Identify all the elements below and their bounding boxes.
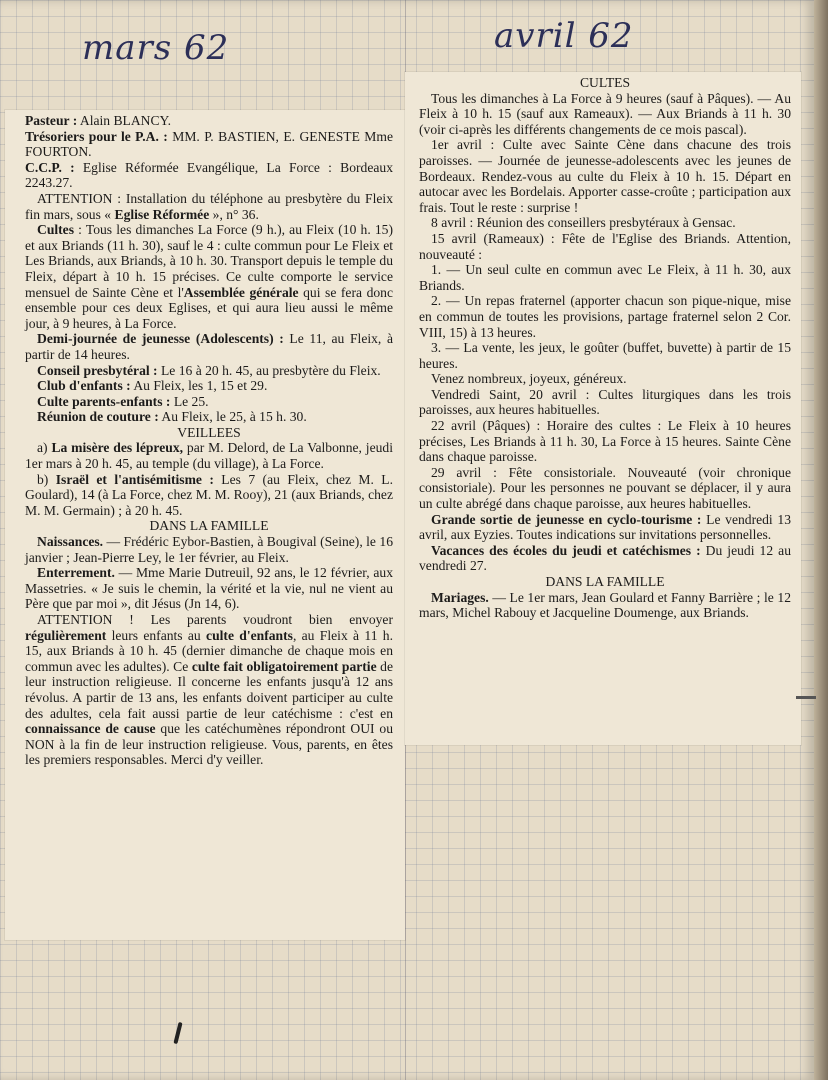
cultes-heading: CULTES	[579, 75, 631, 90]
newspaper-clipping-march	[5, 110, 405, 940]
naissances-line: Naissances. — Frédéric Eybor-Bastien, à Bougival (Seine), le 16 janvier ; Jean-Pierre Ley, le 1er février, au Fleix.	[25, 534, 393, 565]
avril-15: 15 avril (Rameaux) : Fête de l'Eglise des Briands. Attention, nouveauté :	[419, 230, 791, 262]
tresoriers-line: Trésoriers pour le P.A. : MM. P. BASTIEN, E. GENESTE Mme FOURTON.	[25, 128, 394, 160]
avril-22: 22 avril (Pâques) : Horaire des cultes : Le Fleix à 10 heures précises, Les Briands à 11 h. 30, La Force à 15 heures. Sainte Cène dans chaque paroisse.	[419, 418, 791, 465]
veillee-b: b) Israël et l'antisémitisme : Les 7 (au Fleix, chez M. L. Goulard), 14 (à La Force, chez M. M. Rooy), 21 (aux Briands, chez M. M. Germain) ; à 20 h. 45.	[25, 471, 393, 518]
vendredi-saint: Vendredi Saint, 20 avril : Cultes liturgiques dans les trois paroisses, aux heures habituelles.	[419, 386, 791, 418]
nouveaute-1: 1. — Un seul culte en commun avec Le Fleix, à 11 h. 30, aux Briands.	[419, 262, 791, 293]
page-edge	[814, 0, 828, 1080]
cultes-paragraph: Cultes : Tous les dimanches La Force (9 h.), au Fleix (10 h. 15) et aux Briands (11 h. 30), sauf le 4 : culte commun pour Le Fleix et Les Briands, aux Briands, à 10 h. 30. Transport depuis le temple du Fleix, départ à 10 h. 15 précises. Ce culte comporte le service mensuel de Sainte Cène et l'Assemblée générale qui se fera donc ensemble pour ces deux Eglises, et qui aura lieu aussi le même jour, à 9 heures, à La Force.	[25, 222, 393, 331]
newspaper-clipping-april	[405, 72, 801, 745]
attention-telephone: ATTENTION : Installation du téléphone au presbytère du Fleix fin mars, sous « Eglise Réformée », n° 36.	[25, 190, 393, 222]
famille-heading-april: DANS LA FAMILLE	[545, 574, 665, 589]
famille-heading: DANS LA FAMILLE	[149, 518, 269, 534]
veillee-a: a) La misère des lépreux, par M. Delord, de La Valbonne, jeudi 1er mars à 20 h. 45, au temple (du village), à La Force.	[25, 440, 393, 472]
avril-1: 1er avril : Culte avec Sainte Cène dans chacune des trois paroisses. — Journée de jeunesse-adolescents avec les jeunes de Bordeaux. Rendez-vous au culte du Fleix à 10 h. 15. Départ en autocar avec les Bordelais. Apporter casse-croûte ; participation aux frais. Tout le reste : surprise !	[419, 137, 791, 215]
veillees-heading: VEILLEES	[177, 424, 241, 440]
avril-29: 29 avril : Fête consistoriale. Nouveauté (voir chronique consistoriale). Pour les personnes ne pouvant se déplacer, il y aura un culte abrégé dans chaque paroisse, aux heures habituelles.	[419, 464, 791, 512]
vacances: Vacances des écoles du jeudi et catéchismes : Du jeudi 12 au vendredi 27.	[419, 542, 791, 574]
avril-8: 8 avril : Réunion des conseillers presbytéraux à Gensac.	[431, 215, 736, 231]
couture-line: Réunion de couture : Au Fleix, le 25, à 15 h. 30.	[37, 409, 307, 425]
ccp-line: C.C.P. : Eglise Réformée Evangélique, La Force : Bordeaux 2243.27.	[25, 159, 393, 191]
club-line: Club d'enfants : Au Fleix, les 1, 15 et 29.	[37, 378, 268, 394]
enterrement-line: Enterrement. — Mme Marie Dutreuil, 92 ans, le 12 février, aux Massetries. « Je suis le chemin, la vérité et la vie, nul ne vient au Père que par moi », dit Jésus (Jn 14, 6).	[25, 565, 393, 612]
nouveaute-3: 3. — La vente, les jeux, le goûter (buffet, buvette) à partir de 15 heures.	[419, 340, 791, 371]
grande-sortie: Grande sortie de jeunesse en cyclo-tourisme : Le vendredi 13 avril, aux Eyzies. Toutes indications sur invitations personnelles.	[419, 511, 791, 543]
mariages-line: Mariages. — Le 1er mars, Jean Goulard et Fanny Barrière ; le 12 mars, Michel Rabouy et Jacqueline Doumenge, aux Briands.	[419, 589, 791, 621]
demi-journee-line: Demi-journée de jeunesse (Adolescents) : Le 11, au Fleix, à partir de 14 heures.	[25, 331, 394, 362]
handwritten-date-left: mars 62	[82, 28, 230, 68]
margin-tick-mark	[796, 696, 816, 699]
handwritten-date-right: avril 62	[494, 16, 634, 56]
attention-parents: ATTENTION ! Les parents voudront bien envoyer régulièrement leurs enfants au culte d'enfants, au Fleix à 11 h. 15, aux Briands à 10 h. 45 (dernier dimanche de chaque mois en commun avec les adultes). Ce culte fait obligatoirement partie de leur instruction religieuse. Il concerne les enfants jusqu'à 12 ans révolus. A partir de 13 ans, les enfants doivent participer au culte des adultes, cela fait aussi partie de leur catéchisme : c'est en connaissance de cause que les catéchumènes répondront OUI ou NON à la fin de leur instruction religieuse. Vous, parents, en êtes les premiers responsables. Merci d'y veiller.	[25, 612, 393, 768]
culte-parents-line: Culte parents-enfants : Le 25.	[37, 393, 209, 409]
cultes-schedule: Tous les dimanches à La Force à 9 heures (sauf à Pâques). — Au Fleix à 10 h. 15 (sauf aux Rameaux). — Aux Briands à 11 h. 30 (voir ci-après les différents changements de ce mois pascal).	[419, 90, 791, 137]
venez-line: Venez nombreux, joyeux, généreux.	[431, 371, 627, 387]
conseil-line: Conseil presbytéral : Le 16 à 20 h. 45, au presbytère du Fleix.	[37, 362, 381, 378]
nouveaute-2: 2. — Un repas fraternel (apporter chacun son pique-nique, mise en commun de toutes les provisions, partage fraternel selon 2 Cor. VIII, 15) à 13 heures.	[419, 293, 791, 340]
pasteur-line: Pasteur : Alain BLANCY.	[25, 113, 172, 128]
